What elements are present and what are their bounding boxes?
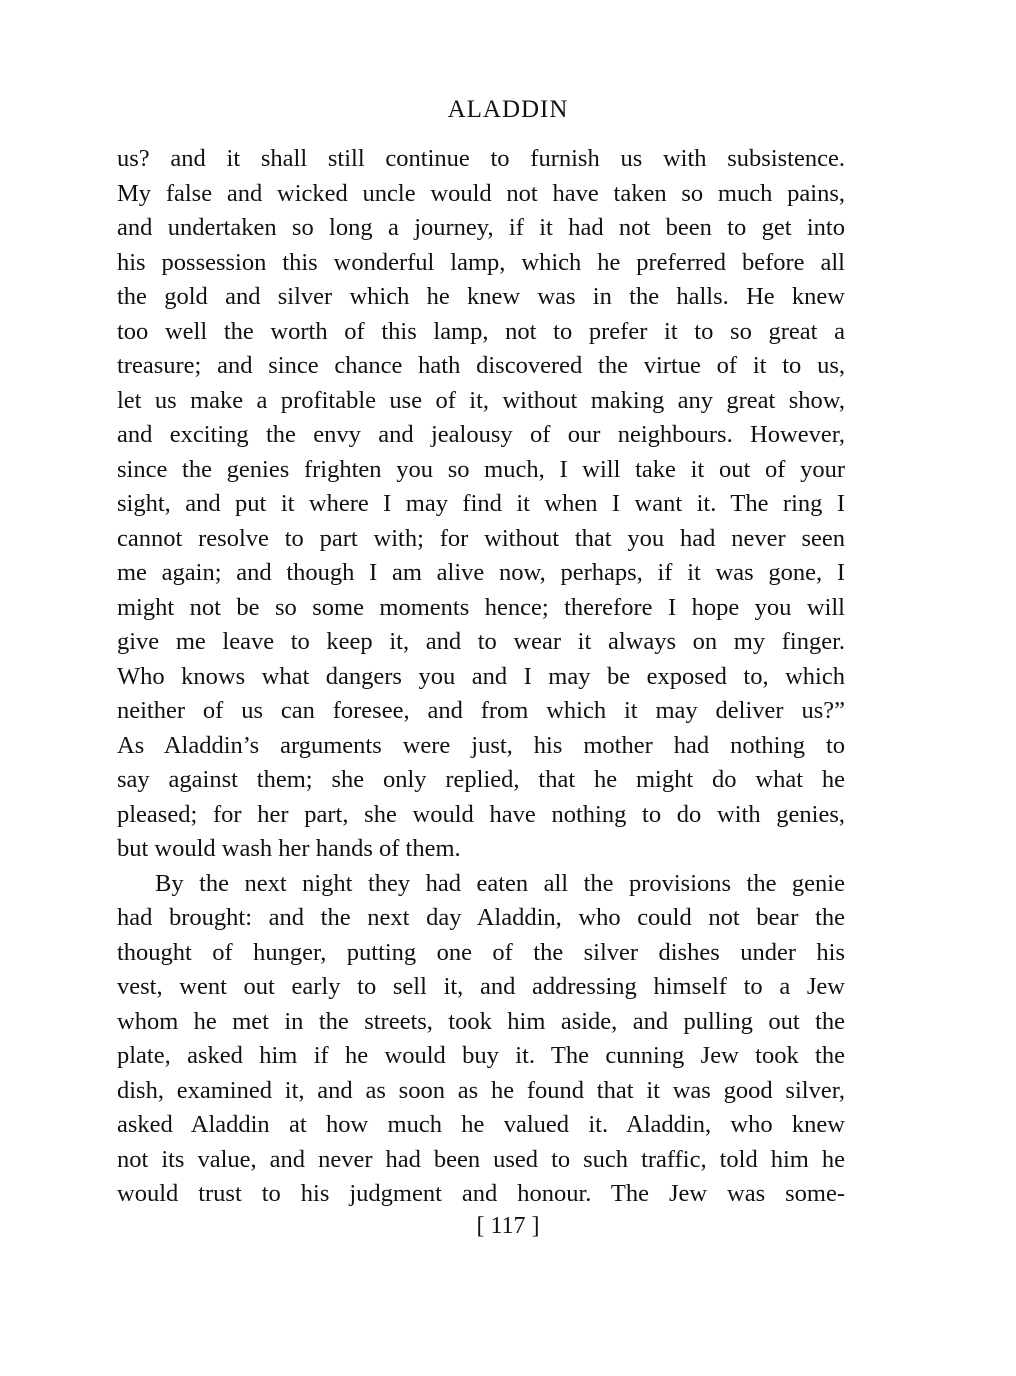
text-line: As Aladdin’s arguments were just, his mother had nothing to [117,731,845,759]
text-line: Who knows what dangers you and I may be exposed to, which [117,662,845,690]
text-line: and exciting the envy and jealousy of our neighbours. However, [117,421,845,448]
text-line: sight, and put it where I may find it when I want it. The ring I [117,490,845,517]
text-line: not its value, and never had been used to such traffic, told him he [117,1145,845,1173]
text-line: since the genies frighten you so much, I will take it out of your [117,455,845,483]
paragraph [117,867,845,1212]
text-line: plate, asked him if he would buy it. The cunning Jew took the [117,1042,845,1069]
text-line: but would wash her hands of them. [117,835,461,862]
text-line: too well the worth of this lamp, not to prefer it to so great a [117,317,845,345]
text-line: My false and wicked uncle would not have taken so much pains, [117,179,845,207]
page-number: [ 117 ] [476,1213,540,1239]
text-line: the gold and silver which he knew was in the halls. He knew [117,283,845,310]
text-line: and undertaken so long a journey, if it had not been to get into [117,214,845,241]
text-line: would trust to his judgment and honour. The Jew was some- [117,1180,845,1207]
text-line: By the next night they had eaten all the provisions the genie [155,869,845,897]
text-line: vest, went out early to sell it, and addressing himself to a Jew [117,973,845,1000]
text-line: us? and it shall still continue to furnish us with subsistence. [117,145,845,172]
text-line: me again; and though I am alive now, perhaps, if it was gone, I [117,559,845,586]
text-line: thought of hunger, putting one of the silver dishes under his [117,938,845,966]
text-line: his possession this wonderful lamp, which he preferred before all [117,248,845,276]
text-line: let us make a profitable use of it, without making any great show, [117,386,845,414]
text-line: whom he met in the streets, took him aside, and pulling out the [117,1007,845,1035]
text-line: give me leave to keep it, and to wear it always on my finger. [117,628,845,655]
text-line: dish, examined it, and as soon as he found that it was good silver, [117,1076,845,1104]
text-line: pleased; for her part, she would have nothing to do with genies, [117,800,845,828]
text-line: might not be so some moments hence; therefore I hope you will [117,593,845,621]
running-header: ALADDIN [447,96,569,123]
text-line: neither of us can foresee, and from which it may deliver us?” [117,697,845,724]
text-line: say against them; she only replied, that he might do what he [117,766,845,793]
text-line: treasure; and since chance hath discovered the virtue of it to us, [117,352,845,379]
body-text [117,142,845,1212]
text-line: cannot resolve to part with; for without that you had never seen [117,524,845,552]
text-line: asked Aladdin at how much he valued it. Aladdin, who knew [117,1111,845,1138]
paragraph [117,142,845,867]
text-line: had brought: and the next day Aladdin, who could not bear the [117,904,845,931]
